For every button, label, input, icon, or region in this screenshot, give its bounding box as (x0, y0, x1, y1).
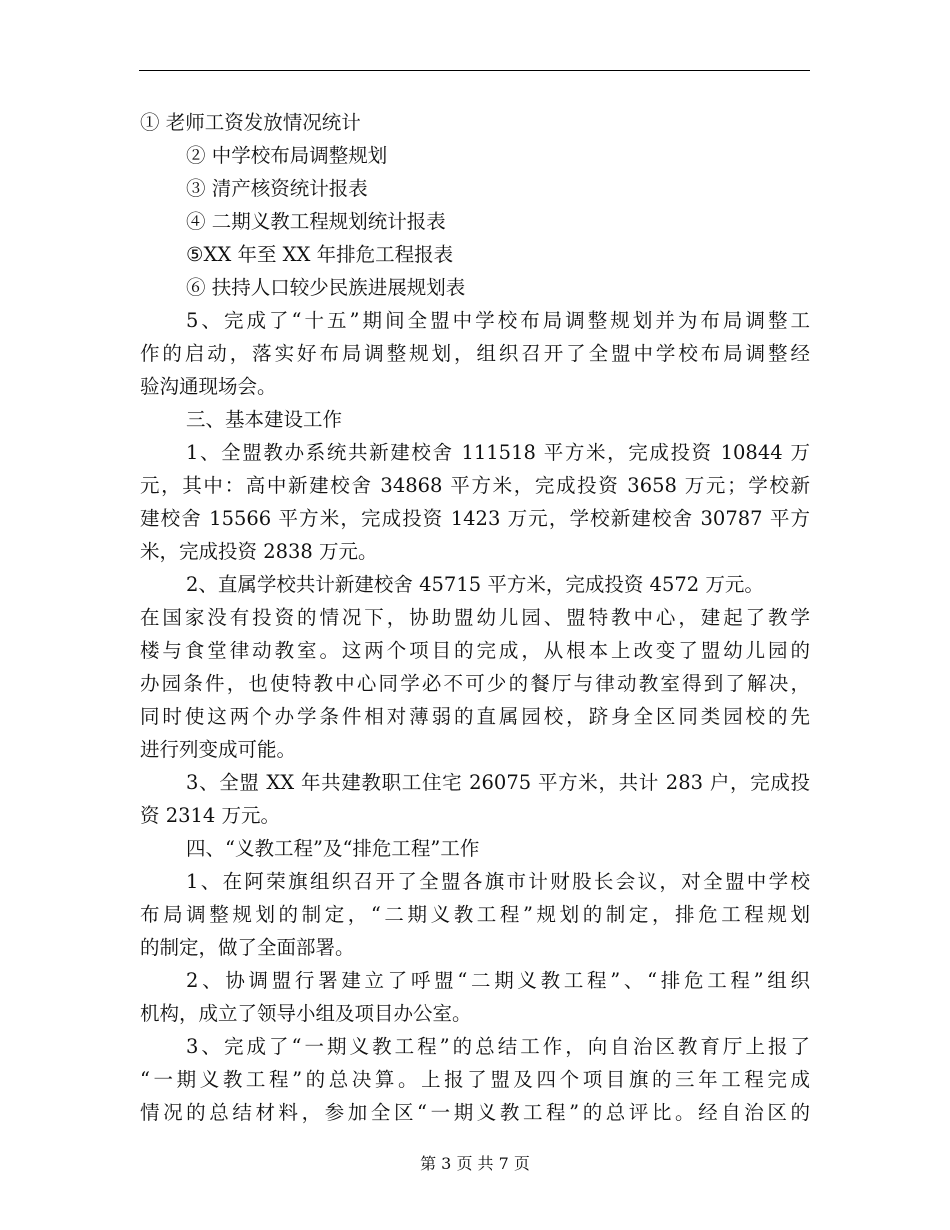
text-line: 的制定，做了全面部署。 (140, 936, 355, 959)
text-line: 资 2314 万元。 (140, 804, 281, 827)
text-line: ⑥ 扶持人口较少民族进展规划表 (186, 276, 466, 299)
document-body (140, 106, 810, 1129)
text-line: 5、完成了“十五”期间全盟中学校布局调整规划并为布局调整工 (186, 309, 810, 332)
text-line: 3、完成了“一期义教工程”的总结工作，向自治区教育厅上报了 (186, 1035, 810, 1058)
header-rule (139, 70, 810, 71)
text-line: 四、“义教工程”及“排危工程”工作 (186, 837, 480, 860)
text-line: 三、基本建设工作 (186, 408, 343, 431)
text-line: 进行列变成可能。 (140, 738, 297, 761)
text-line: 布局调整规划的制定，“二期义教工程”规划的制定，排危工程规划 (140, 903, 810, 926)
text-line: 米，完成投资 2838 万元。 (140, 540, 378, 563)
text-line: 情况的总结材料，参加全区“一期义教工程”的总评比。经自治区的 (140, 1101, 810, 1124)
text-line: “一期义教工程”的总决算。上报了盟及四个项目旗的三年工程完成 (140, 1068, 810, 1091)
text-line: 元，其中：高中新建校舍 34868 平方米，完成投资 3658 万元；学校新 (140, 474, 810, 497)
text-line: ⑤XX 年至 XX 年排危工程报表 (186, 243, 454, 266)
text-line: 机构，成立了领导小组及项目办公室。 (140, 1002, 472, 1025)
text-line: 验沟通现场会。 (140, 375, 277, 398)
text-line: 楼与食堂律动教室。这两个项目的完成，从根本上改变了盟幼儿园的 (140, 639, 810, 662)
text-line: ④ 二期义教工程规划统计报表 (186, 210, 446, 233)
page-number-footer: 第 3 页 共 7 页 (420, 1154, 530, 1173)
text-line: ② 中学校布局调整规划 (186, 144, 388, 167)
text-line: 作的启动，落实好布局调整规划，组织召开了全盟中学校布局调整经 (140, 342, 810, 365)
text-line: 2、直属学校共计新建校舍 45715 平方米，完成投资 4572 万元。 (186, 573, 764, 596)
text-line: 办园条件，也使特教中心同学必不可少的餐厅与律动教室得到了解决， (140, 672, 810, 695)
text-line: 同时使这两个办学条件相对薄弱的直属园校，跻身全区同类园校的先 (140, 705, 810, 728)
text-line: 在国家没有投资的情况下，协助盟幼儿园、盟特教中心，建起了教学 (140, 606, 810, 629)
text-line: 3、全盟 XX 年共建教职工住宅 26075 平方米，共计 283 户，完成投 (186, 771, 810, 794)
text-line: 建校舍 15566 平方米，完成投资 1423 万元，学校新建校舍 30787 平方 (140, 507, 810, 530)
text-line: 1、在阿荣旗组织召开了全盟各旗市计财股长会议，对全盟中学校 (186, 870, 810, 893)
text-line: ① 老师工资发放情况统计 (140, 111, 361, 134)
text-line: 1、全盟教办系统共新建校舍 111518 平方米，完成投资 10844 万 (186, 441, 810, 464)
text-line: ③ 清产核资统计报表 (186, 177, 368, 200)
text-line: 2、协调盟行署建立了呼盟“二期义教工程”、“排危工程”组织 (186, 969, 810, 992)
